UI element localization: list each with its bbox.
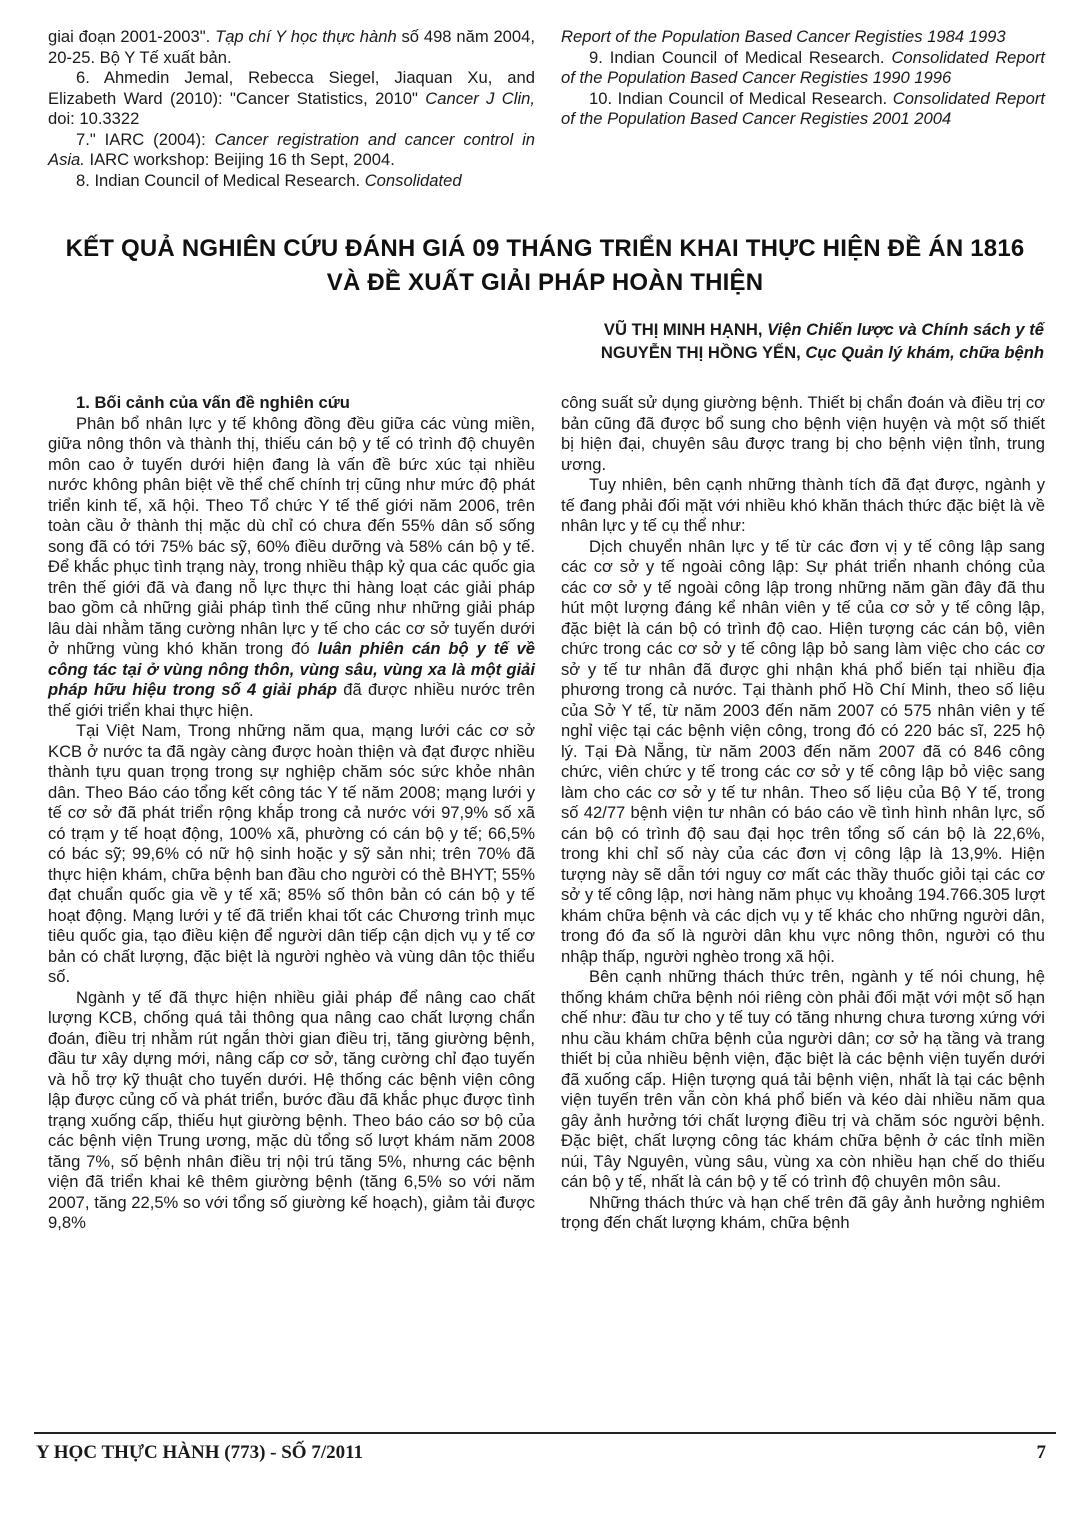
body-paragraph: Bên cạnh những thách thức trên, ngành y tế nói chung, hệ thống khám chữa bệnh nói riêng còn phải đối mặt với một số hạn chế như: đầu tư cho y tế tuy có tăng nhưng chưa tương xứng với nhu cầu khám chữa bệnh của người dân; cơ sở hạ tầng và trang thiết bị của nhiều bệnh viện, đặc biệt là các bệnh viện tuyến dưới đã xuống cấp. Hiện tượng quá tải bệnh viện, nhất là tại các bệnh viện tuyến trên vẫn còn khá phổ biến và kéo dài nhiều năm qua gây ảnh hưởng tới chất lượng điều trị và chăm sóc người bệnh. Đặc biệt, chất lượng công tác khám chữa bệnh ở các tỉnh miền núi, Tây Nguyên, vùng sâu, vùng xa còn nhiều hạn chế do thiếu cán bộ y tế, nhất là cán bộ y tế có trình độ chuyên môn sâu. (561, 967, 1045, 1191)
body-left-column (48, 393, 535, 1234)
body-paragraph: Tuy nhiên, bên cạnh những thành tích đã đạt được, ngành y tế đang phải đối mặt với nhiều khó khăn thách thức đặc biệt là về nhân lực y tế cụ thể như: (561, 475, 1045, 535)
body-right-column (561, 393, 1045, 1234)
references-left-column (48, 27, 535, 191)
body-paragraph: Những thách thức và hạn chế trên đã gây ảnh hưởng nghiêm trọng đến chất lượng khám, chữa bệnh (561, 1192, 1045, 1232)
author-affiliation: Viện Chiến lược và Chính sách y tế (767, 320, 1044, 339)
author-line (344, 318, 1044, 341)
author-name: NGUYỄN THỊ HỒNG YẾN, (600, 343, 801, 362)
reference-item: 9. Indian Council of Medical Research. Consolidated Report of the Population Based Cancer Registies 1990 1996 (561, 47, 1046, 87)
reference-item: 8. Indian Council of Medical Research. Consolidated (76, 170, 462, 190)
references-right-column (561, 27, 1045, 130)
emphasized-text: luân phiên cán bộ y tế về công tác tại ở vùng nông thôn, vùng sâu, vùng xa là một giải pháp hữu hiệu trong số 4 giải pháp (48, 639, 535, 699)
body-paragraph: Dịch chuyển nhân lực y tế từ các đơn vị y tế công lập sang các cơ sở y tế ngoài công lập: Sự phát triển nhanh chóng của các cơ sở y tế ngoài công lập trong những năm gần đây đã thu hút một lượng đáng kể nhân viên y tế của cơ sở y tế công lập, đặc biệt là cán bộ có trình độ cao. Hiện tượng các cán bộ, viên chức trong các cơ sở y tế công lập bỏ sang làm việc cho các cơ sở y tế tư nhân đã được ghi nhận khá phổ biến tại nhiều địa phương trong cả nước. Tại thành phố Hồ Chí Minh, theo số liệu của Sở Y tế, từ năm 2003 đến năm 2007 có 575 nhân viên y tế nghỉ việc tại các bệnh viện công, trong đó có 220 bác sĩ, 225 hộ lý. Tại Đà Nẵng, từ năm 2003 đến năm 2007 đã có 846 công chức, viên chức y tế trong các cơ sở y tế công lập bỏ việc sang làm cho các cơ sở y tế tư nhân. Theo số liệu của Bộ Y tế, trong số 42/77 bệnh viện tư nhân có báo cáo về tình hình nhân lực, số cán bộ có trình độ sau đại học trên tổng số cán bộ là 22,6%, trong khi chỉ số này của các đơn vị công lập là 13,9%. Hiện tượng này sẽ dẫn tới nguy cơ mất các thầy thuốc giỏi tại các cơ sở y tế công lập, nơi hàng năm phục vụ khoảng 194.766.305 lượt khám chữa bệnh và các dịch vụ y tế khác cho những người dân, trong đó đa số là người dân khu vực nông thôn, người có thu nhập thấp, người nghèo trong xã hội. (561, 536, 1045, 966)
reference-item: giai đoạn 2001-2003". Tạp chí Y học thực hành số 498 năm 2004, 20-25. Bộ Y Tế xuất bản. (48, 27, 535, 67)
body-paragraph: Phân bổ nhân lực y tế không đồng đều giữa các vùng miền, giữa nông thôn và thành thị, thiếu cán bộ y tế có trình độ chuyên môn cao ở tuyến dưới hiện đang là vấn đề bức xúc tại nhiều nước không phân biệt về thể chế chính trị cũng như mức độ phát triển kinh tế, xã hội. Theo Tổ chức Y tế thế giới năm 2006, trên toàn cầu ở thành thị mặc dù chỉ có chưa đến 55% dân số sống song đã có tới 75% bác sỹ, 60% điều dưỡng và 58% cán bộ y tế. Để khắc phục tình trạng này, trong nhiều thập kỷ qua các quốc gia trên thế giới đã và đang nỗ lực thực thi hàng loạt các giải pháp bao gồm cả những giải pháp tình thế cũng như những giải pháp lâu dài nhằm tăng cường nhân lực y tế cho các cơ sở tuyến dưới ở những vùng khó khăn trong đó luân phiên cán bộ y tế về công tác tại ở vùng nông thôn, vùng sâu, vùng xa là một giải pháp hữu hiệu trong số 4 giải pháp đã được nhiều nước trên thế giới triển khai thực hiện. (48, 413, 535, 720)
article-title (60, 232, 1030, 300)
footer-divider (34, 1432, 1056, 1434)
reference-item: 10. Indian Council of Medical Research. Consolidated Report of the Population Based Cancer Registies 2001 2004 (561, 88, 1045, 128)
author-affiliation: Cục Quản lý khám, chữa bệnh (805, 343, 1044, 362)
page-number: 7 (1036, 1442, 1046, 1463)
body-paragraph: Ngành y tế đã thực hiện nhiều giải pháp để nâng cao chất lượng KCB, chống quá tải thông qua nâng cao chất lượng chẩn đoán, điều trị nhằm rút ngắn thời gian điều trị, tăng giường bệnh, đầu tư xây dựng mới, nâng cấp cơ sở, tăng cường chỉ đạo tuyến và hỗ trợ kỹ thuật cho tuyến dưới. Hệ thống các bệnh viện công lập được củng cố và phát triển, bước đầu đã khắc phục được tình trạng xuống cấp, thiếu hụt giường bệnh. Theo báo cáo sơ bộ của các bệnh viện Trung ương, mặc dù tổng số lượt khám năm 2008 tăng 7%, số bệnh nhân điều trị nội trú tăng 5%, nhưng các bệnh viện đã triển khai kê thêm giường bệnh (tăng 6,5% so với năm 2007, tăng 22,5% so với tổng số giường kế hoạch), giảm tải được 9,8% (48, 987, 535, 1232)
journal-footer: Y HỌC THỰC HÀNH (773) - SỐ 7/2011 (36, 1442, 364, 1463)
body-paragraph: Tại Việt Nam, Trong những năm qua, mạng lưới các cơ sở KCB ở nước ta đã ngày càng được hoàn thiện và đạt được nhiều thành tựu quan trọng trong sự nghiệp chăm sóc sức khỏe nhân dân. Theo Báo cáo tổng kết công tác Y tế năm 2008; mạng lưới y tế cơ sở đã phát triển rộng khắp trong cả nước với 97,9% số xã có trạm y tế hoạt động, 100% xã, phường có cán bộ y tế; 66,5% có bác sỹ; 99,6% có nữ hộ sinh hoặc y sỹ sản nhi; trên 70% đã thực hiện khám, chữa bệnh ban đầu cho người có thẻ BHYT; 55% đạt chuẩn quốc gia về y tế xã; 85% số thôn bản có cán bộ y tế hoạt động. Mạng lưới y tế đã triển khai tốt các Chương trình mục tiêu quốc gia, tạo điều kiện để người dân tiếp cận dịch vụ y tế cơ bản có chất lượng, đặc biệt là người nghèo và vùng dân tộc thiểu số. (48, 721, 535, 986)
author-block (344, 318, 1044, 364)
section-heading: 1. Bối cảnh của vấn đề nghiên cứu (76, 393, 350, 412)
reference-item: 7." IARC (2004): Cancer registration and cancer control in Asia. IARC workshop: Beijing 16 th Sept, 2004. (48, 129, 535, 169)
author-name: VŨ THỊ MINH HẠNH, (603, 320, 763, 339)
article-title-line: KẾT QUẢ NGHIÊN CỨU ĐÁNH GIÁ 09 THÁNG TRIỂN KHAI THỰC HIỆN ĐỀ ÁN 1816 (65, 235, 1025, 262)
reference-item: 6. Ahmedin Jemal, Rebecca Siegel, Jiaquan Xu, and Elizabeth Ward (2010): "Cancer Statistics, 2010" Cancer J Clin, doi: 10.3322 (48, 68, 535, 128)
article-title-line: VÀ ĐỀ XUẤT GIẢI PHÁP HOÀN THIỆN (326, 269, 764, 296)
reference-item: Report of the Population Based Cancer Registies 1984 1993 (561, 27, 1006, 46)
author-line (344, 341, 1044, 364)
body-paragraph: công suất sử dụng giường bệnh. Thiết bị chẩn đoán và điều trị cơ bản cũng đã được bổ sung cho bệnh viện huyện và một số thiết bị hiện đại, chuyên sâu được trang bị cho bệnh viện tỉnh, trung ương. (561, 393, 1045, 474)
